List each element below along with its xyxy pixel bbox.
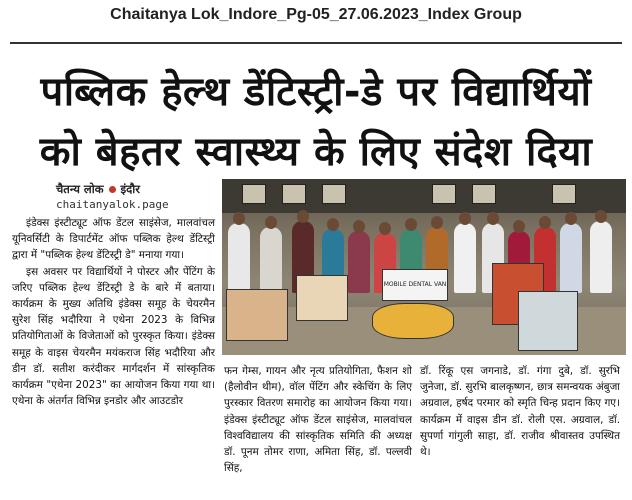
- wall-frame: [432, 184, 456, 204]
- city-name: इंदौर: [120, 181, 140, 196]
- person-head: [565, 212, 577, 225]
- person-head: [459, 212, 471, 225]
- person-figure: [560, 223, 582, 293]
- glass-display-case: [518, 291, 578, 351]
- person-head: [431, 216, 443, 229]
- publication-name: चैतन्य लोक: [56, 181, 104, 196]
- person-head: [233, 212, 245, 225]
- headline-line-1: पब्लिक हेल्थ डेंटिस्ट्री-डे पर विद्यार्थियों: [40, 69, 592, 115]
- page-header-title: Chaitanya Lok_Indore_Pg-05_27.06.2023_Index Group: [110, 6, 522, 23]
- person-head: [265, 216, 277, 229]
- article-paragraph-2: इस अवसर पर विद्यार्थियों ने पोस्टर और पेंटिंग के जरिए पब्लिक हेल्थ डेंटिस्ट्री डे के बारे में बताया। कार्यक्रम के मुख्य अतिथि इंडेक्स समूह के चेयरमैन सुरेश सिंह भदौरिया ने एथेना 2023 के विभिन्न प्रतियोगिताओं के विजेताओं को पुरस्कृत किया। इंडेक्स समूह के वाइस चेयरमैन मयंकराज सिंह भदौरिया और डीन डॉ. सतीश करंदीकर मार्गदर्शन में सांस्कृतिक कार्यक्रम "एथेना 2023" का आयोजन किया गया था। एथेना के अंतर्गत विभिन्न इनडोर और आउटडोर: [12, 265, 215, 408]
- mobile-dental-van-model: MOBILE DENTAL VAN: [382, 269, 448, 301]
- article-column-1: [12, 215, 215, 409]
- person-head: [327, 218, 339, 231]
- person-figure: [228, 223, 250, 293]
- person-head: [513, 220, 525, 233]
- wall-frame: [552, 184, 576, 204]
- dental-model-box: [226, 289, 288, 341]
- publication-website: chaitanyalok.page: [56, 198, 169, 211]
- jaw-art-model: [372, 303, 454, 339]
- person-figure: [590, 221, 612, 293]
- article-paragraph-1: इंडेक्स इंस्टीट्यूट ऑफ डेंटल साइंसेज, मालवांचल यूनिवर्सिटी के डिपार्टमेंट ऑफ पब्लिक हेल्थ डेंटिस्ट्री द्वारा में "पब्लिक हेल्थ डेंटिस्ट्री डे" मनाया गया।: [12, 217, 215, 262]
- wall-frame: [472, 184, 496, 204]
- wall-frame: [282, 184, 306, 204]
- person-head: [297, 210, 309, 223]
- headline-line-2: को बेहतर स्वास्थ्य के लिए संदेश दिया: [39, 129, 593, 175]
- wall-frame: [322, 184, 346, 204]
- person-figure: [454, 223, 476, 293]
- header-divider: [10, 42, 622, 44]
- article-column-2: फन गेम्स, गायन और नृत्य प्रतियोगिता, फैशन शो (हैलोवीन थीम), वॉल पेंटिंग और स्केचिंग के लिए पुरस्कार वितरण समारोह का आयोजन किया गया। इंडेक्स इंस्टीट्यूट ऑफ डेंटल साइंसेज, मालवांचल विश्वविद्यालय की सांस्कृतिक समिति की अध्यक्ष डॉ. पूनम तोमर राणा, अमिता सिंह, डॉ. पल्लवी सिंह,: [224, 365, 412, 475]
- person-head: [539, 216, 551, 229]
- person-head: [595, 210, 607, 223]
- article-column-3: डॉ. रिंकू एस जगनाडे, डॉ. गंगा दुबे, डॉ. सुरभि जुनेजा, डॉ. सुरभि बालकृष्णन, छात्र समन्वयक अंबुजा अग्रवाल, हर्षद परमार को स्मृति चिन्ह प्रदान किए गए। कार्यक्रम में वाइस डीन डॉ. रोली एस. अग्रवाल, डॉ. सुपर्णा गांगुली साहा, डॉ. राजीव श्रीवास्तव उपस्थित थे।: [420, 365, 620, 459]
- person-head: [379, 222, 391, 235]
- person-head: [405, 218, 417, 231]
- person-figure: [260, 227, 282, 293]
- teeth-model: [296, 275, 348, 321]
- event-photo: [222, 179, 626, 355]
- person-figure: [348, 231, 370, 293]
- wall-frame: [242, 184, 266, 204]
- person-head: [487, 212, 499, 225]
- byline: [56, 181, 140, 197]
- person-head: [353, 220, 365, 233]
- bullet-dot-icon: [109, 186, 116, 193]
